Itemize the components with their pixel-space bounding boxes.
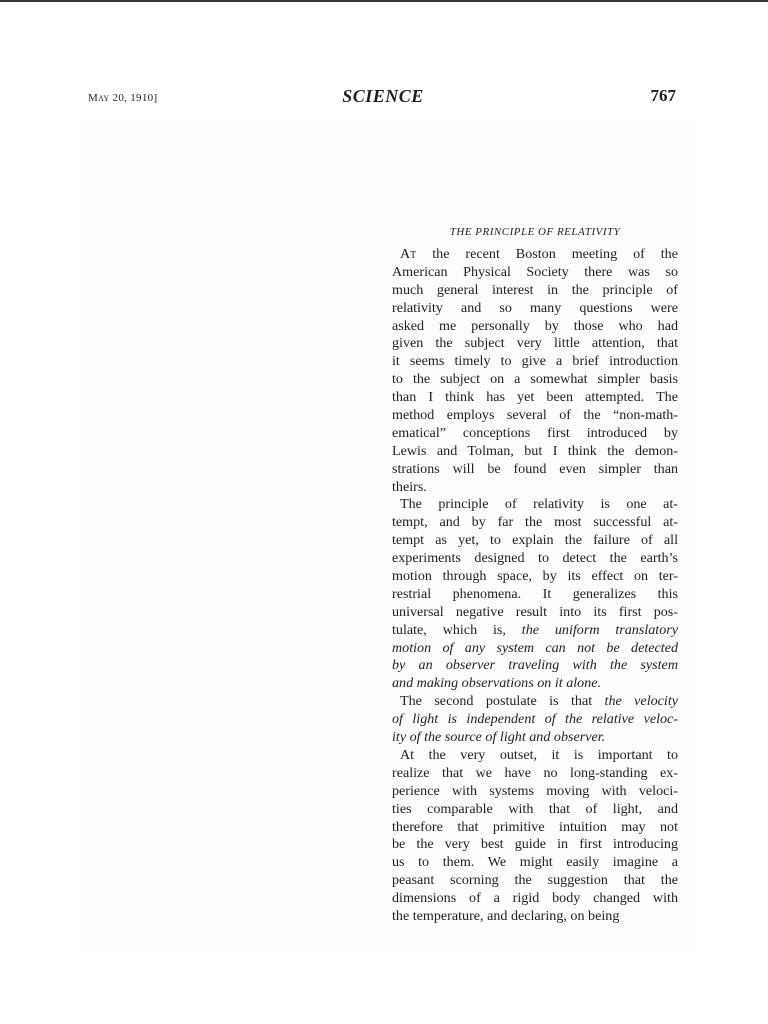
top-border [0,0,768,2]
text-line [392,282,678,300]
text-line [392,872,678,890]
text-line [392,836,678,854]
text-line [392,854,678,872]
text-run: of light is independent of the relative veloc- [392,711,678,728]
text-run: restrial phenomena. It generalizes this [392,585,678,602]
text-run: The principle of relativity is one at- [400,496,678,513]
text-run: ity of the source of light and observer. [392,729,606,746]
text-run: by an observer traveling with the system [392,657,678,674]
text-run: American Physical Society there was so [392,263,678,280]
journal-title: SCIENCE [342,86,424,106]
text-line [392,890,678,908]
text-line [392,389,678,407]
text-line [392,693,678,711]
text-run: tulate, which is, [392,621,522,638]
paragraph [392,496,678,693]
paragraph [392,246,678,496]
text-run: Lewis and Tolman, but I think the demon- [392,442,678,459]
text-run: At the very outset, it is important to [400,746,678,763]
text-line [392,496,678,514]
text-line [392,479,678,497]
text-line [392,550,678,568]
text-line [392,675,678,693]
text-run: dimensions of a rigid body changed with [392,890,678,907]
text-line [392,783,678,801]
text-line [392,604,678,622]
text-run: motion through space, by its effect on ter- [392,568,678,585]
text-line [392,514,678,532]
text-line [392,246,678,264]
text-line [392,908,678,926]
text-run: The second postulate is that [400,693,605,710]
text-run: be the very best guide in first introducing [392,836,678,853]
text-run: us to them. We might easily imagine a [392,854,678,871]
text-run: At [400,246,417,262]
text-run: it seems timely to give a brief introduction [392,353,678,370]
text-run: realize that we have no long-standing ex- [392,764,678,781]
text-line [392,622,678,640]
text-run: tempt as yet, to explain the failure of all [392,532,678,549]
text-run: therefore that primitive intuition may not [392,818,678,835]
text-run: experiments designed to detect the earth’s [392,550,678,567]
text-line [392,729,678,747]
article-column [392,226,678,926]
text-line [392,353,678,371]
text-run: strations will be found even simpler than [392,460,678,477]
text-run: peasant scorning the suggestion that the [392,872,678,889]
text-line [392,657,678,675]
text-line [392,425,678,443]
text-run: to the subject on a somewhat simpler basis [392,371,678,388]
text-run: perience with systems moving with veloci- [392,782,678,799]
text-run: tempt, and by far the most successful at- [392,514,678,531]
text-run: relativity and so many questions were [392,299,678,316]
paragraph [392,747,678,926]
paragraph [392,693,678,747]
page-number: 767 [650,86,676,105]
text-run: than I think has yet been attempted. The [392,389,678,406]
text-line [392,300,678,318]
text-line [392,568,678,586]
text-line [392,335,678,353]
text-run: motion of any system can not be detected [392,639,678,656]
text-line [392,747,678,765]
text-line [392,711,678,729]
text-line [392,407,678,425]
text-line [392,461,678,479]
issue-date: May 20, 1910] [88,92,158,104]
text-run: the uniform translatory [521,621,679,638]
text-line [392,443,678,461]
text-run: the temperature, and declaring, on being [392,907,620,924]
text-line [392,586,678,604]
text-run: much general interest in the principle of [392,281,678,298]
text-run: theirs. [392,478,427,495]
article-body [392,246,678,926]
text-line [392,801,678,819]
text-run: ematical” conceptions first introduced by [392,424,678,441]
text-line [392,819,678,837]
text-run: given the subject very little attention, that [392,335,678,352]
article-title: THE PRINCIPLE OF RELATIVITY [449,226,621,238]
text-line [392,318,678,336]
text-line [392,532,678,550]
text-run: ties comparable with that of light, and [392,800,678,817]
text-run: the velocity [604,693,678,710]
text-run: asked me personally by those who had [392,317,678,334]
text-run: and making observations on it alone. [392,675,602,692]
text-run: method employs several of the “non-math- [392,407,678,424]
text-line [392,765,678,783]
text-run: universal negative result into its first pos- [392,603,678,620]
text-line [392,640,678,658]
text-line [392,371,678,389]
text-line [392,264,678,282]
text-run: the recent Boston meeting of the [416,246,678,262]
